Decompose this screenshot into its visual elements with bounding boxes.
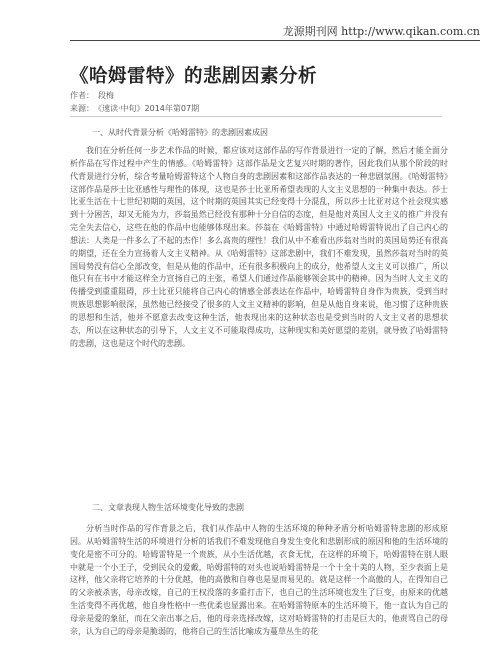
article-title: 《哈姆雷特》的悲剧因素分析	[70, 66, 318, 87]
header-divider	[70, 40, 480, 41]
section-paragraph-2: 分析当时作品的写作背景之后，我们从作品中人物的生活环境的种种矛盾分析哈姆雷特悲剧的形成原因。从哈姆雷特生活的环境进行分析的话我们不难发现他自身发生变化和悲剧形成的原因和他的生活环境的变化是密不可分的。哈姆雷特是一个贵族，从小生活优越，衣食无忧，在这样的环境下，哈姆雷特在别人眼中就是一个小王子，受到民众的爱戴，哈姆雷特的对头也说哈姆雷特是一个十全十美的人物，至少表面上是这样，他父亲将它培养的十分优越，他的高傲和自尊也是显而易见的。就是这样一个高傲的人，在得知自己的父亲被杀害，母亲改嫁，自己的王权没落的多重打击下，也自己的生活环境也发生了巨变，由原来的优越生活变得不再优越，他自身性格中一些优柔也显露出来。在哈姆雷特原本的生活环境下，他一直认为自己的母亲是爱的象征，而在父亲出事之后，他的母亲选择改嫁，这对哈姆雷特的打击是巨大的，他责骂自己的母亲，认为自己的母亲是脆弱的，他将自己的生活比喻成为蔓草丛生的花	[70, 524, 448, 636]
author-name: 段梅	[98, 91, 114, 100]
source-label: 来源：	[70, 104, 94, 113]
section-heading-1: 一、从时代背景分析《哈姆雷特》的悲剧因素成因	[92, 128, 268, 137]
author-label: 作者：	[70, 91, 94, 100]
article-author	[70, 90, 114, 101]
section-paragraph-1: 我们在分析任何一步艺术作品的时候，都应该对这部作品的写作背景进行一定的了解，然后才能全面分析作品在写作过程中产生的情感。《哈姆雷特》这部作品是文艺复兴时期的著作，因此我们从那个阶段的时代背景进行分析，综合考量哈姆雷特这个人物自身的悲剧因素和这部作品表达的一种悲剧氛围。《哈姆雷特》这部作品是莎士比亚感性与理性的体现，这也是莎士比亚所希望表现的人文主义思想的一种集中表达。莎士比亚生活在十七世纪初期的英国，这个时期的英国其实已经变得十分混乱，所以莎士比亚对这个社会现实感到十分困苦，却又无能为力，莎翁虽然已经没有那种十分自信的态度，但是他对英国人文主义的推广并没有完全失去信心，这些在他的作品中也能够体现出来。莎翁在《哈姆雷特》中通过哈姆雷特说出了自己内心的想法：人类是一件多么了不起的杰作！多么高贵的理性！我们从中不难看出莎翁对当时的英国局势还有很高的期望，还在全力宣扬着人文主义精神。从《哈姆雷特》这部悲剧中，我们不难发现，虽然莎翁对当时的英国局势没有信心全部改变，但是从他的作品中，还有很多积极向上的成分，他希望人文主义可以推广，所以他只有在书中才能这样全力宣扬自己的主张，希望人们通过作品能够领会其中的精神。因为当时人文主义的传播受到重重阻碍，莎士比亚只能将自己内心的情感全部表达在作品中，哈姆雷特自身作为贵族，受到当时贵族思想影响很深，虽然他已经接受了很多的人文主义精神的影响，但是从他自身来说，他习惯了这种贵族的思想和生活，他并不愿意去改变这种生活，他表现出来的这种状态也是受到当时的人文主义者的思想状态，所以在这种状态的引导下，人文主义不可能取得成功，这种现实和美好愿望的差别，就导致了哈姆雷特的悲剧，这也是这个时代的悲剧。	[70, 146, 448, 348]
site-header: 龙源期刊网 http://www.qikan.com.cn	[282, 25, 480, 38]
meta-divider	[70, 116, 442, 117]
article-source	[70, 103, 199, 114]
source-value: 《速读·中旬》2014年第07期	[98, 104, 200, 113]
section-heading-2: 二、文章表现人物生活环境变化导致的悲剧	[92, 503, 244, 512]
